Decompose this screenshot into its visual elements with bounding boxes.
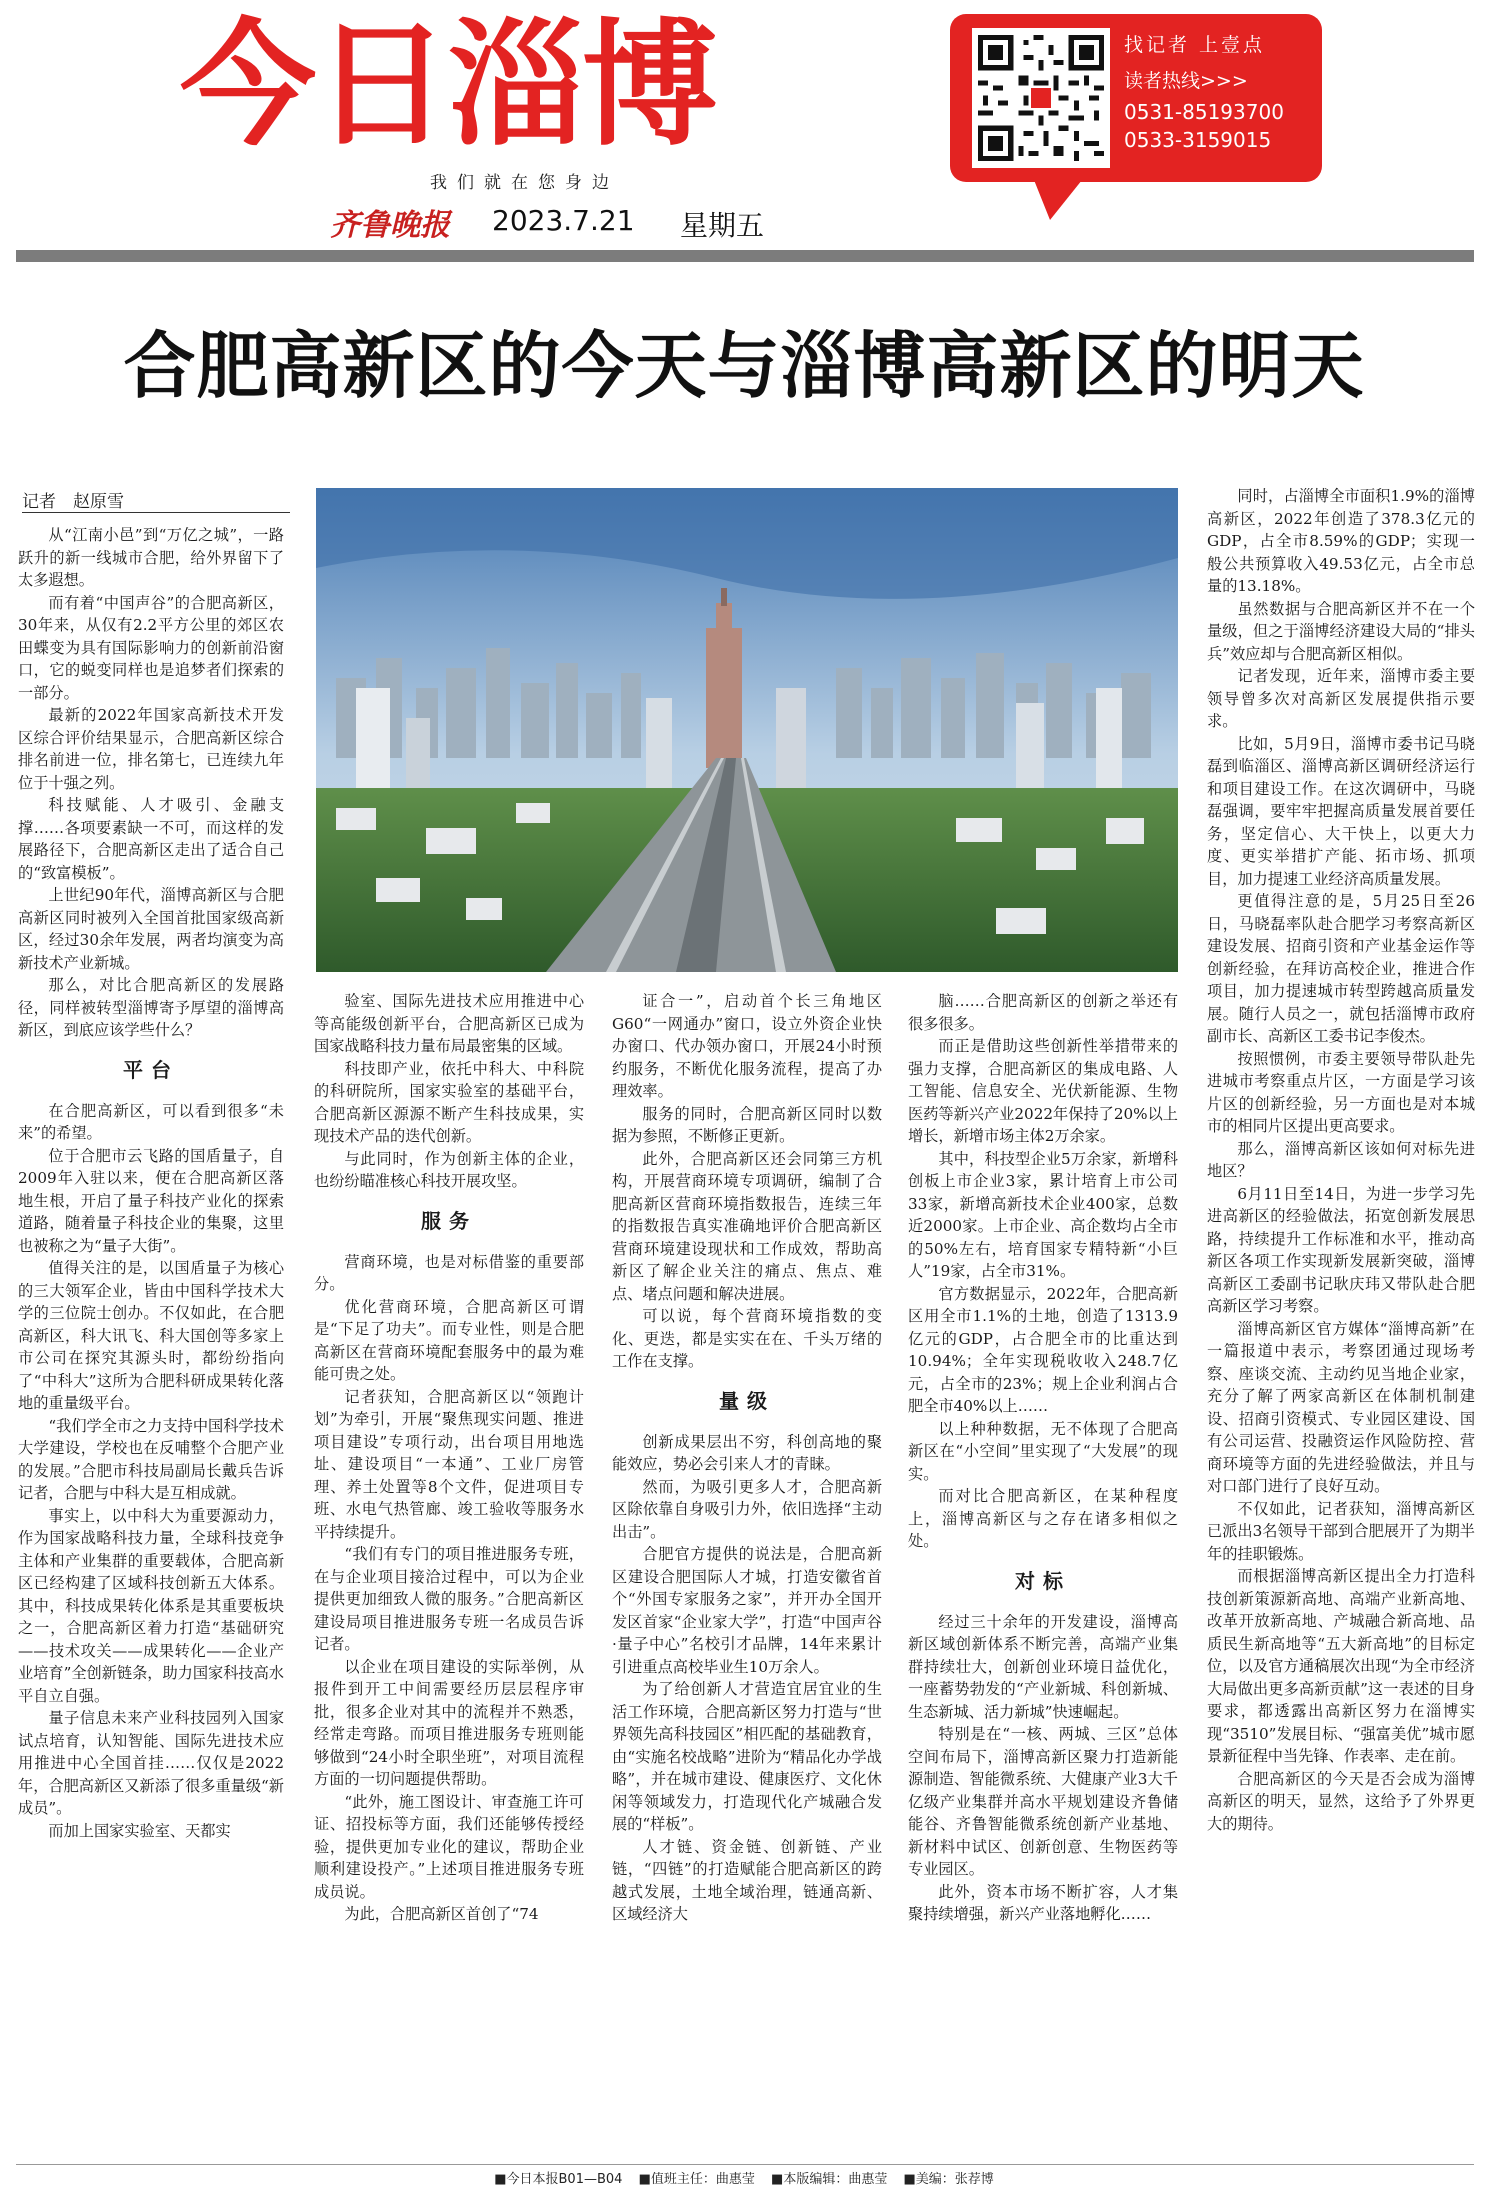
article-paragraph: 记者发现，近年来，淄博市委主要领导曾多次对高新区发展提供指示要求。 <box>1207 667 1475 730</box>
article-paragraph: 此外，合肥高新区还会同第三方机构，开展营商环境专项调研，编制了合肥高新区营商环境指数报告，连续三年的指数报告真实准确地评价合肥高新区营商环境建设现状和工作成效，帮助高新区了解企业关注的痛点、焦点、难点、堵点问题和解决进展。 <box>612 1149 882 1303</box>
article-paragraph: 经过三十余年的开发建设，淄博高新区域创新体系不断完善，高端产业集群持续壮大，创新创业环境日益优化，一座蓄势勃发的“产业新城、科创新城、生态新城、活力新城”快速崛起。 <box>908 1612 1178 1721</box>
article-paragraph: “此外，施工图设计、审查施工许可证、招投标等方面，我们还能够传授经验，提供更加专业化的建议，帮助企业顺利建设投产。”上述项目推进服务专班成员说。 <box>314 1792 584 1901</box>
publication-weekday: 星期五 <box>680 209 765 242</box>
masthead-rule <box>16 250 1474 262</box>
article-paragraph: 验室、国际先进技术应用推进中心等高能级创新平台，合肥高新区已成为国家战略科技力量布局最密集的区域。 <box>314 992 584 1055</box>
hotline-phone-1[interactable]: 0531-85193700 <box>1124 100 1284 124</box>
article-paragraph: 而有着“中国声谷”的合肥高新区，30年来，从仅有2.2平方公里的郊区农田蝶变为具有国际影响力的创新前沿窗口，它的蜕变同样也是追梦者们探索的一部分。 <box>18 593 284 702</box>
footer-page-editor: ■本版编辑：曲惠莹 <box>771 2172 888 2185</box>
article-column-2 <box>314 990 584 2160</box>
article-paragraph: 上世纪90年代，淄博高新区与合肥高新区同时被列入全国首批国家级高新区，经过30余年发展，两者均演变为高新技术产业新城。 <box>18 886 284 972</box>
column-3-paragraphs <box>612 990 882 1373</box>
article-paragraph: 优化营商环境，合肥高新区可谓是“下足了功夫”。而专业性，则是合肥高新区在营商环境配套服务中的最为难能可贵之处。 <box>314 1297 584 1383</box>
news-photo <box>316 488 1178 972</box>
article-column-5 <box>1207 485 1475 2160</box>
article-paragraph: 6月11日至14日，为进一步学习先进高新区的经验做法，拓宽创新发展思路，持续提升工作标准和水平，推动高新区各项工作实现新发展新突破，淄博高新区工委副书记耿庆玮又带队赴合肥高新区学习考察。 <box>1207 1184 1475 1315</box>
section-heading-scale: 量级 <box>719 1388 775 1413</box>
article-paragraph: 证合一”，启动首个长三角地区G60“一网通办”窗口，设立外资企业快办窗口、代办领办窗口，开展24小时预约服务，不断优化服务流程，提高了办理效率。 <box>612 992 882 1100</box>
article-paragraph: 淄博高新区官方媒体“淄博高新”在一篇报道中表示，考察团通过现场考察、座谈交流、主动约见当地企业家，充分了解了两家高新区在体制机制建设、招商引资模式、专业园区建设、国有公司运营、投融资运作风险防控、营商环境等方面的先进经验做法，并且与对口部门进行了良好互动。 <box>1207 1319 1475 1495</box>
footer-rule <box>16 2164 1474 2165</box>
article-paragraph: 特别是在“一核、两城、三区”总体空间布局下，淄博高新区聚力打造新能源制造、智能微系统、大健康产业3大千亿级产业集群并高水平规划建设齐鲁储能谷、齐鲁智能微系统创新产业基地、新材料中试区、创新创意、生物医药等专业园区。 <box>908 1725 1178 1878</box>
find-reporter-tag: 找记者 上壹点 <box>1124 34 1266 56</box>
masthead-slogan: 我们就在您身边 <box>430 173 619 193</box>
column-4-paragraphs <box>908 990 1178 1553</box>
hotline-label: 读者热线>>> <box>1124 70 1248 92</box>
column-1-paragraphs <box>18 524 284 1042</box>
article-paragraph: 科技即产业，依托中科大、中科院的科研院所，国家实验室的基础平台，合肥高新区源源不断产生科技成果，实现技术产品的迭代创新。 <box>314 1059 584 1145</box>
masthead-title: 今日淄博 <box>180 7 716 165</box>
article-paragraph: 营商环境，也是对标借鉴的重要部分。 <box>314 1252 584 1293</box>
section-heading-service: 服务 <box>421 1208 477 1233</box>
article-paragraph: 从“江南小邑”到“万亿之城”，一路跃升的新一线城市合肥，给外界留下了太多遐想。 <box>18 526 284 589</box>
article-paragraph: 不仅如此，记者获知，淄博高新区已派出3名领导干部到合肥展开了为期半年的挂职锻炼。 <box>1207 1499 1475 1563</box>
article-paragraph: 而加上国家实验室、天都实 <box>48 1821 231 1840</box>
article-paragraph: 同时，占淄博全市面积1.9%的淄博高新区，2022年创造了378.3亿元的GDP，占全市8.59%的GDP；实现一般公共预算收入49.53亿元，占全市总量的13.18%。 <box>1207 487 1475 595</box>
article-paragraph: 位于合肥市云飞路的国盾量子，自2009年入驻以来，便在合肥高新区落地生根，开启了量子科技产业化的探索道路，随着量子科技企业的集聚，这里也被称之为“量子大街”。 <box>18 1146 284 1255</box>
column-2-paragraphs <box>314 990 584 1193</box>
publication-date: 2023.7.21 <box>492 204 635 237</box>
article-paragraph: 脑……合肥高新区的创新之举还有很多很多。 <box>908 992 1178 1033</box>
column-5-paragraphs <box>1207 485 1475 1835</box>
column-1-section-paragraphs <box>18 1100 284 1843</box>
article-paragraph: 以企业在项目建设的实际举例，从报件到开工中间需要经历层层程序审批，很多企业对其中的流程并不熟悉，经常走弯路。而项目推进服务专班则能够做到“24小时全职坐班”，对项目流程方面的一切问题提供帮助。 <box>314 1657 584 1788</box>
article-paragraph: 记者获知，合肥高新区以“领跑计划”为牵引，开展“聚焦现实问题、推进项目建设”专项行动，出台项目用地选址、建设项目“一本通”、工业厂房管理、养土处置等8个文件，促进项目专班、水电气热管廊、竣工验收等服务水平持续提升。 <box>314 1387 584 1541</box>
article-paragraph: 而对比合肥高新区，在某种程度上，淄博高新区与之存在诸多相似之处。 <box>908 1487 1178 1550</box>
article-paragraph: 比如，5月9日，淄博市委书记马晓磊到临淄区、淄博高新区调研经济运行和项目建设工作。在这次调研中，马晓磊强调，要牢牢把握高质量发展首要任务，坚定信心、大干快上，以更大力度、更实举措扩产能、拓市场、抓项目，加力提速工业经济高质量发展。 <box>1207 734 1475 888</box>
byline-rule <box>22 512 290 513</box>
article-paragraph: “我们学全市之力支持中国科学技术大学建设，学校也在反哺整个合肥产业的发展。”合肥市科技局副局长戴兵告诉记者，合肥与中科大是互相成就。 <box>18 1416 284 1502</box>
article-column-4 <box>908 990 1178 2160</box>
page-footer <box>0 2168 1488 2185</box>
article-paragraph: 那么，对比合肥高新区的发展路径，同样被转型淄博寄予厚望的淄博高新区，到底应该学些什么？ <box>18 976 284 1039</box>
article-paragraph: 而正是借助这些创新性举措带来的强力支撑，合肥高新区的集成电路、人工智能、信息安全、光伏新能源、生物医药等新兴产业2022年保持了20%以上增长，新增市场主体2万余家。 <box>908 1037 1178 1145</box>
article-paragraph: 服务的同时，合肥高新区同时以数据为参照，不断修正更新。 <box>612 1104 882 1145</box>
article-column-1 <box>18 524 284 2160</box>
article-paragraph: 合肥高新区的今天是否会成为淄博高新区的明天，显然，这给予了外界更大的期待。 <box>1207 1769 1475 1833</box>
article-paragraph: 科技赋能、人才吸引、金融支撑……各项要素缺一不可，而这样的发展路径下，合肥高新区走出了适合自己的“致富模板”。 <box>18 796 284 882</box>
article-paragraph: 值得关注的是，以国盾量子为核心的三大领军企业，皆由中国科学技术大学的三位院士创办。不仅如此，在合肥高新区，科大讯飞、科大国创等多家上市公司在探究其源头时，都纷纷指向了“中科大”这所为合肥科研成果转化落地的重量级平台。 <box>18 1259 284 1412</box>
article-paragraph: 而根据淄博高新区提出全力打造科技创新策源新高地、高端产业新高地、改革开放新高地、产城融合新高地、品质民生新高地等“五大新高地”的目标定位，以及官方通稿展次出现“为全市经济大局做出更多高新贡献”这一表述的目身要求，都透露出高新区努力在淄博实现“3510”发展目标、“强富美优”城市愿景新征程中当先锋、作表率、走在前。 <box>1207 1567 1475 1765</box>
byline: 记者 赵原雪 <box>22 492 124 512</box>
article-paragraph: 在合肥高新区，可以看到很多“未来”的希望。 <box>18 1101 284 1142</box>
hotline-phone-2[interactable]: 0533-3159015 <box>1124 128 1272 152</box>
footer-art-editor: ■美编：张荐博 <box>903 2172 994 2185</box>
article-paragraph: 官方数据显示，2022年，合肥高新区用全市1.1%的土地，创造了1313.9亿元的GDP，占合肥全市的比重达到10.94%；全年实现税收收入248.7亿元，占全市的23%；规上企业利润占合肥全市40%以上…… <box>908 1284 1178 1415</box>
column-2-section-paragraphs <box>314 1251 584 1926</box>
article-paragraph: 虽然数据与合肥高新区并不在一个量级，但之于淄博经济建设大局的“排头兵”效应却与合肥高新区相似。 <box>1207 599 1475 663</box>
article-paragraph: 事实上，以中科大为重要源动力，作为国家战略科技力量，全球科技竞争主体和产业集群的重要载体，合肥高新区已经构建了区域科技创新五大体系。其中，科技成果转化体系是其重要板块之一，合肥高新区着力打造“基础研究——技术攻关——成果转化——企业产业培育”全创新链条，助力国家科技高水平自立自强。 <box>18 1506 284 1705</box>
article-paragraph: 此外，资本市场不断扩容，人才集聚持续增强，新兴产业落地孵化…… <box>908 1882 1178 1923</box>
article-paragraph: 与此同时，作为创新主体的企业，也纷纷瞄准核心科技开展攻坚。 <box>314 1149 584 1190</box>
article-paragraph: 可以说，每个营商环境指数的变化、更迭，都是实实在在、千头万绪的工作在支撑。 <box>612 1307 882 1370</box>
article-paragraph: “我们有专门的项目推进服务专班，在与企业项目接洽过程中，可以为企业提供更加细致人微的服务。”合肥高新区建设局项目推进服务专班一名成员告诉记者。 <box>314 1545 584 1653</box>
paper-logo: 齐鲁晚报 <box>330 208 450 243</box>
article-paragraph: 那么，淄博高新区该如何对标先进地区？ <box>1207 1139 1475 1180</box>
section-heading-platform: 平台 <box>123 1057 179 1082</box>
speech-bubble-tail <box>1030 170 1090 220</box>
article-paragraph: 为了给创新人才营造宜居宜业的生活工作环境，合肥高新区努力打造与“世界领先高科技园区”相匹配的基础教育，由“实施名校战略”进阶为“精品化办学战略”，并在城市建设、健康医疗、文化休闲等领域发力，打造现代化产城融合发展的“样板”。 <box>612 1680 882 1833</box>
article-column-3 <box>612 990 882 2160</box>
article-paragraph: 最新的2022年国家高新技术开发区综合评价结果显示，合肥高新区综合排名前进一位，排名第七，已连续九年位于十强之列。 <box>18 706 284 792</box>
article-paragraph: 为此，合肥高新区首创了“74 <box>344 1905 539 1923</box>
column-4-section-paragraphs <box>908 1611 1178 1926</box>
article-paragraph: 人才链、资金链、创新链、产业链，“四链”的打造赋能合肥高新区的跨越式发展，土地全域治理，链通高新、区域经济大 <box>612 1837 882 1923</box>
footer-duty-editor: ■值班主任：曲惠莹 <box>638 2172 755 2185</box>
article-paragraph: 更值得注意的是，5月25日至26日，马晓磊率队赴合肥学习考察高新区建设发展、招商引资和产业基金运作等创新经验，在拜访高校企业，推进合作项目，加力提速城市转型跨越高质量发展。随行人员之一，就包括淄博市政府副市长、高新区工委书记李俊杰。 <box>1207 892 1475 1045</box>
article-paragraph: 然而，为吸引更多人才，合肥高新区除依靠自身吸引力外，依旧选择“主动出击”。 <box>612 1477 882 1541</box>
article-paragraph: 合肥官方提供的说法是，合肥高新区建设合肥国际人才城，打造安徽省首个“外国专家服务之家”，并开办全国开发区首家“企业家大学”，打造“中国声谷·量子中心”名校引才品牌，14年来累计引进重点高校毕业生10万余人。 <box>612 1545 882 1676</box>
column-3-section-paragraphs <box>612 1431 882 1926</box>
section-heading-benchmark: 对标 <box>1015 1568 1071 1593</box>
article-paragraph: 创新成果层出不穷，科创高地的聚能效应，势必会引来人才的青睐。 <box>612 1432 882 1473</box>
qr-code-icon[interactable] <box>972 28 1110 168</box>
footer-pages: ■今日本报B01—B04 <box>494 2172 623 2185</box>
article-paragraph: 按照惯例，市委主要领导带队赴先进城市考察重点片区，一方面是学习该片区的创新经验，另一方面也是对本城市的相同片区提出更高要求。 <box>1207 1049 1475 1135</box>
headline: 合肥高新区的今天与淄博高新区的明天 <box>123 323 1365 408</box>
article-paragraph: 以上种种数据，无不体现了合肥高新区在“小空间”里实现了“大发展”的现实。 <box>908 1419 1178 1483</box>
article-paragraph: 其中，科技型企业5万余家，新增科创板上市企业3家，累计培育上市公司33家，新增高新技术企业400家，总数近2000家。上市企业、高企数均占全市的50%左右，培育国家专精特新“小巨人”19家，占全市31%。 <box>908 1149 1178 1280</box>
article-paragraph: 量子信息未来产业科技园列入国家试点培育，认知智能、国际先进技术应用推进中心全国首挂……仅仅是2022年，合肥高新区又新添了很多重量级“新成员”。 <box>18 1709 284 1817</box>
